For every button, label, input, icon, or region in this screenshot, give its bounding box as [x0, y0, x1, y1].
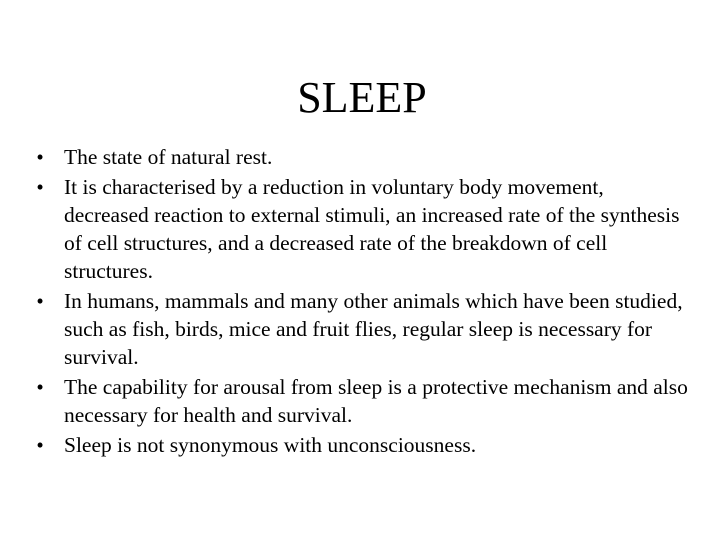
bullet-icon: •: [36, 375, 44, 399]
bullet-item: [30, 373, 690, 429]
bullet-item: [30, 173, 690, 285]
bullet-text: It is characterised by a reduction in voluntary body movement, decreased reaction to external stimuli, an increased rate of the synthesis of cell structures, and a decreased rate of the breakdown of cell structures.: [64, 175, 680, 283]
bullet-text: The capability for arousal from sleep is a protective mechanism and also necessary for health and survival.: [64, 375, 688, 427]
bullet-list: [30, 143, 690, 461]
slide-title: SLEEP: [297, 73, 427, 122]
bullet-item: [30, 143, 690, 171]
bullet-text: The state of natural rest.: [64, 145, 273, 169]
bullet-item: [30, 287, 690, 371]
bullet-icon: •: [36, 289, 44, 313]
bullet-icon: •: [36, 433, 44, 457]
bullet-icon: •: [36, 145, 44, 169]
bullet-text: In humans, mammals and many other animals which have been studied, such as fish, birds, mice and fruit flies, regular sleep is necessary for survival.: [64, 289, 683, 369]
bullet-icon: •: [36, 175, 44, 199]
bullet-item: [30, 431, 690, 459]
bullet-text: Sleep is not synonymous with unconsciousness.: [64, 433, 477, 457]
